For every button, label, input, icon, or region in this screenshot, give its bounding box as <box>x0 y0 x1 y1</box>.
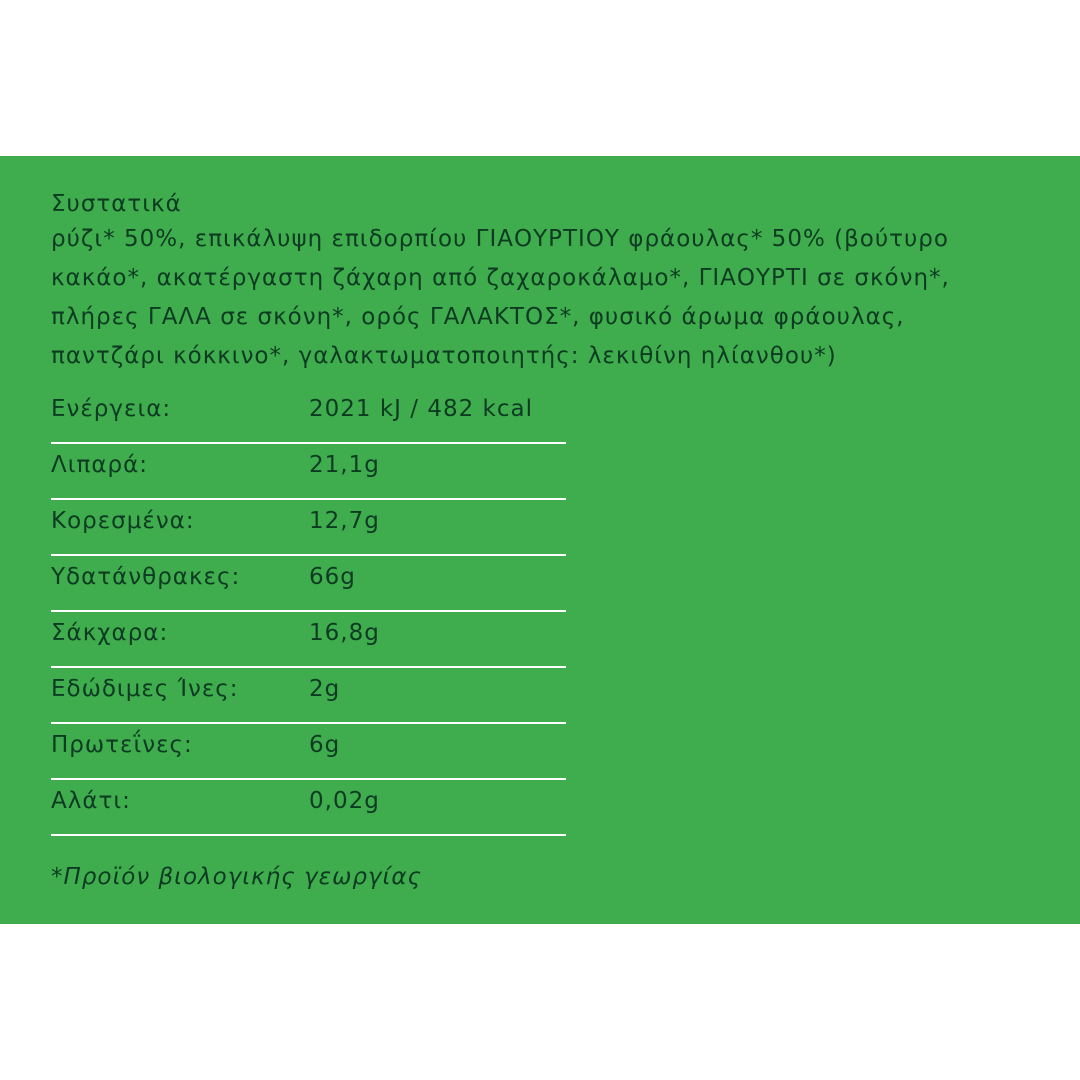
nutrition-value: 21,1g <box>309 452 380 478</box>
ingredients-line: κακάο*, ακατέργαστη ζάχαρη από ζαχαροκάλαμο*, ΓΙΑΟΥΡΤΙ σε σκόνη*, <box>51 265 950 291</box>
ingredients-line: πλήρες ΓΑΛΑ σε σκόνη*, ορός ΓΑΛΑΚΤΟΣ*, φυσικό άρωμα φράουλας, <box>51 304 905 330</box>
organic-footnote: *Προϊόν βιολογικής γεωργίας <box>51 864 422 890</box>
nutrition-value: 6g <box>309 732 341 758</box>
nutrition-label: Υδατάνθρακες: <box>51 564 241 590</box>
nutrition-row-fat <box>51 444 566 500</box>
nutrition-row-fiber <box>51 668 566 724</box>
ingredients-line: παντζάρι κόκκινο*, γαλακτωματοποιητής: λεκιθίνη ηλίανθου*) <box>51 343 837 369</box>
nutrition-row-sugars <box>51 612 566 668</box>
nutrition-label: Πρωτεΐνες: <box>51 732 193 758</box>
nutrition-label: Κορεσμένα: <box>51 508 195 534</box>
nutrition-label: Αλάτι: <box>51 788 131 814</box>
nutrition-row-protein <box>51 724 566 780</box>
nutrition-row-carbohydrates <box>51 556 566 612</box>
nutrition-row-saturated <box>51 500 566 556</box>
nutrition-label: Σάκχαρα: <box>51 620 169 646</box>
nutrition-label: Λιπαρά: <box>51 452 149 478</box>
nutrition-value: 66g <box>309 564 356 590</box>
ingredients-text <box>51 220 1061 376</box>
ingredients-section <box>51 184 1061 376</box>
ingredients-line: ρύζι* 50%, επικάλυψη επιδορπίου ΓΙΑΟΥΡΤΙΟΥ φράουλας* 50% (βούτυρο <box>51 226 949 252</box>
nutrition-row-energy <box>51 388 566 444</box>
nutrition-value: 2021 kJ / 482 kcal <box>309 396 533 422</box>
nutrition-table <box>51 388 566 836</box>
nutrition-label: Εδώδιμες Ίνες: <box>51 676 239 702</box>
nutrition-row-salt <box>51 780 566 836</box>
nutrition-value: 2g <box>309 676 341 702</box>
nutrition-label: Ενέργεια: <box>51 396 172 422</box>
nutrition-value: 0,02g <box>309 788 380 814</box>
nutrition-value: 16,8g <box>309 620 380 646</box>
product-info-panel <box>0 156 1080 924</box>
ingredients-heading: Συστατικά <box>51 191 182 217</box>
nutrition-value: 12,7g <box>309 508 380 534</box>
